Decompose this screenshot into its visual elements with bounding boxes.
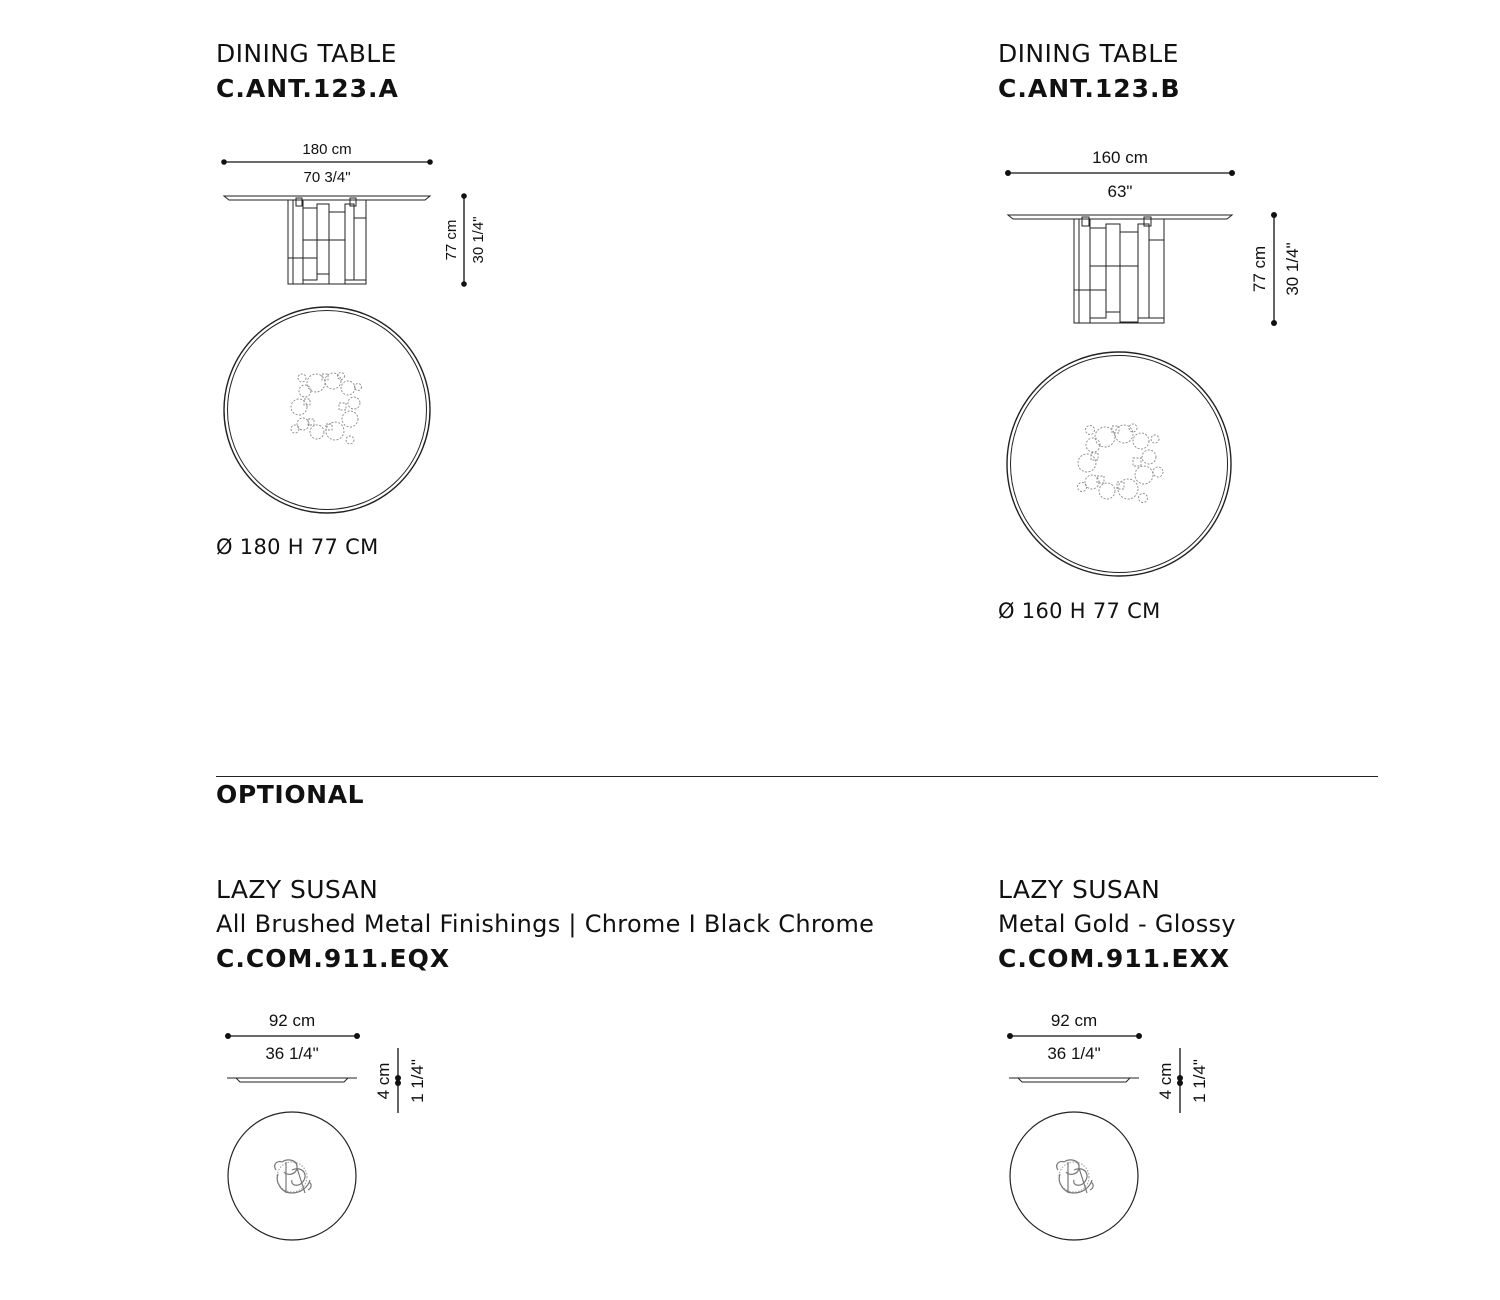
lazy-susan-2-height-dimension (1156, 1048, 1209, 1113)
product-b-height-cm: 77 cm (1250, 245, 1269, 293)
lazy-susan-1-category: LAZY SUSAN (216, 875, 379, 904)
lazy-susan-1-height-cm: 4 cm (374, 1062, 393, 1100)
product-a-size-label: Ø 180 H 77 CM (216, 535, 379, 559)
lazy-susan-2-width-dimension (1007, 1011, 1142, 1063)
product-a-width-in: 70 3/4" (303, 169, 351, 186)
product-b-category: DINING TABLE (998, 39, 1179, 68)
product-b-size-label: Ø 160 H 77 CM (998, 599, 1161, 623)
lazy-susan-1-width-cm: 92 cm (268, 1011, 316, 1030)
product-a-category: DINING TABLE (216, 39, 397, 68)
lazy-susan-2-height-in: 1 1/4" (1190, 1059, 1209, 1103)
product-a-height-in: 30 1/4" (470, 216, 487, 264)
lazy-susan-2-finish: Metal Gold - Glossy (998, 910, 1236, 938)
lazy-susan-2-elevation-view (1009, 1078, 1139, 1082)
product-a-code: C.ANT.123.A (216, 74, 399, 103)
lazy-susan-2-category: LAZY SUSAN (998, 875, 1161, 904)
product-a-width-cm: 180 cm (302, 141, 352, 158)
product-b-code: C.ANT.123.B (998, 74, 1181, 103)
lazy-susan-1-code: C.COM.911.EQX (216, 944, 451, 973)
product-b-width-cm: 160 cm (1092, 148, 1148, 167)
lazy-susan-1-width-in: 36 1/4" (265, 1044, 319, 1063)
lazy-susan-1-height-in: 1 1/4" (408, 1059, 427, 1103)
lazy-susan-2-plan-view (1010, 1112, 1138, 1240)
product-b-width-in: 63" (1107, 182, 1133, 201)
monogram-logo-icon (1057, 1160, 1093, 1193)
product-b-height-in: 30 1/4" (1283, 242, 1302, 296)
lazy-susan-2-width-in: 36 1/4" (1047, 1044, 1101, 1063)
lazy-susan-1-finish: All Brushed Metal Finishings | Chrome I Black Chrome (216, 910, 875, 938)
lazy-susan-2-code: C.COM.911.EXX (998, 944, 1231, 973)
optional-title: OPTIONAL (216, 780, 365, 809)
lazy-susan-2-width-cm: 92 cm (1050, 1011, 1098, 1030)
lazy-susan-2-height-cm: 4 cm (1156, 1062, 1175, 1100)
product-a-height-cm: 77 cm (443, 219, 460, 261)
